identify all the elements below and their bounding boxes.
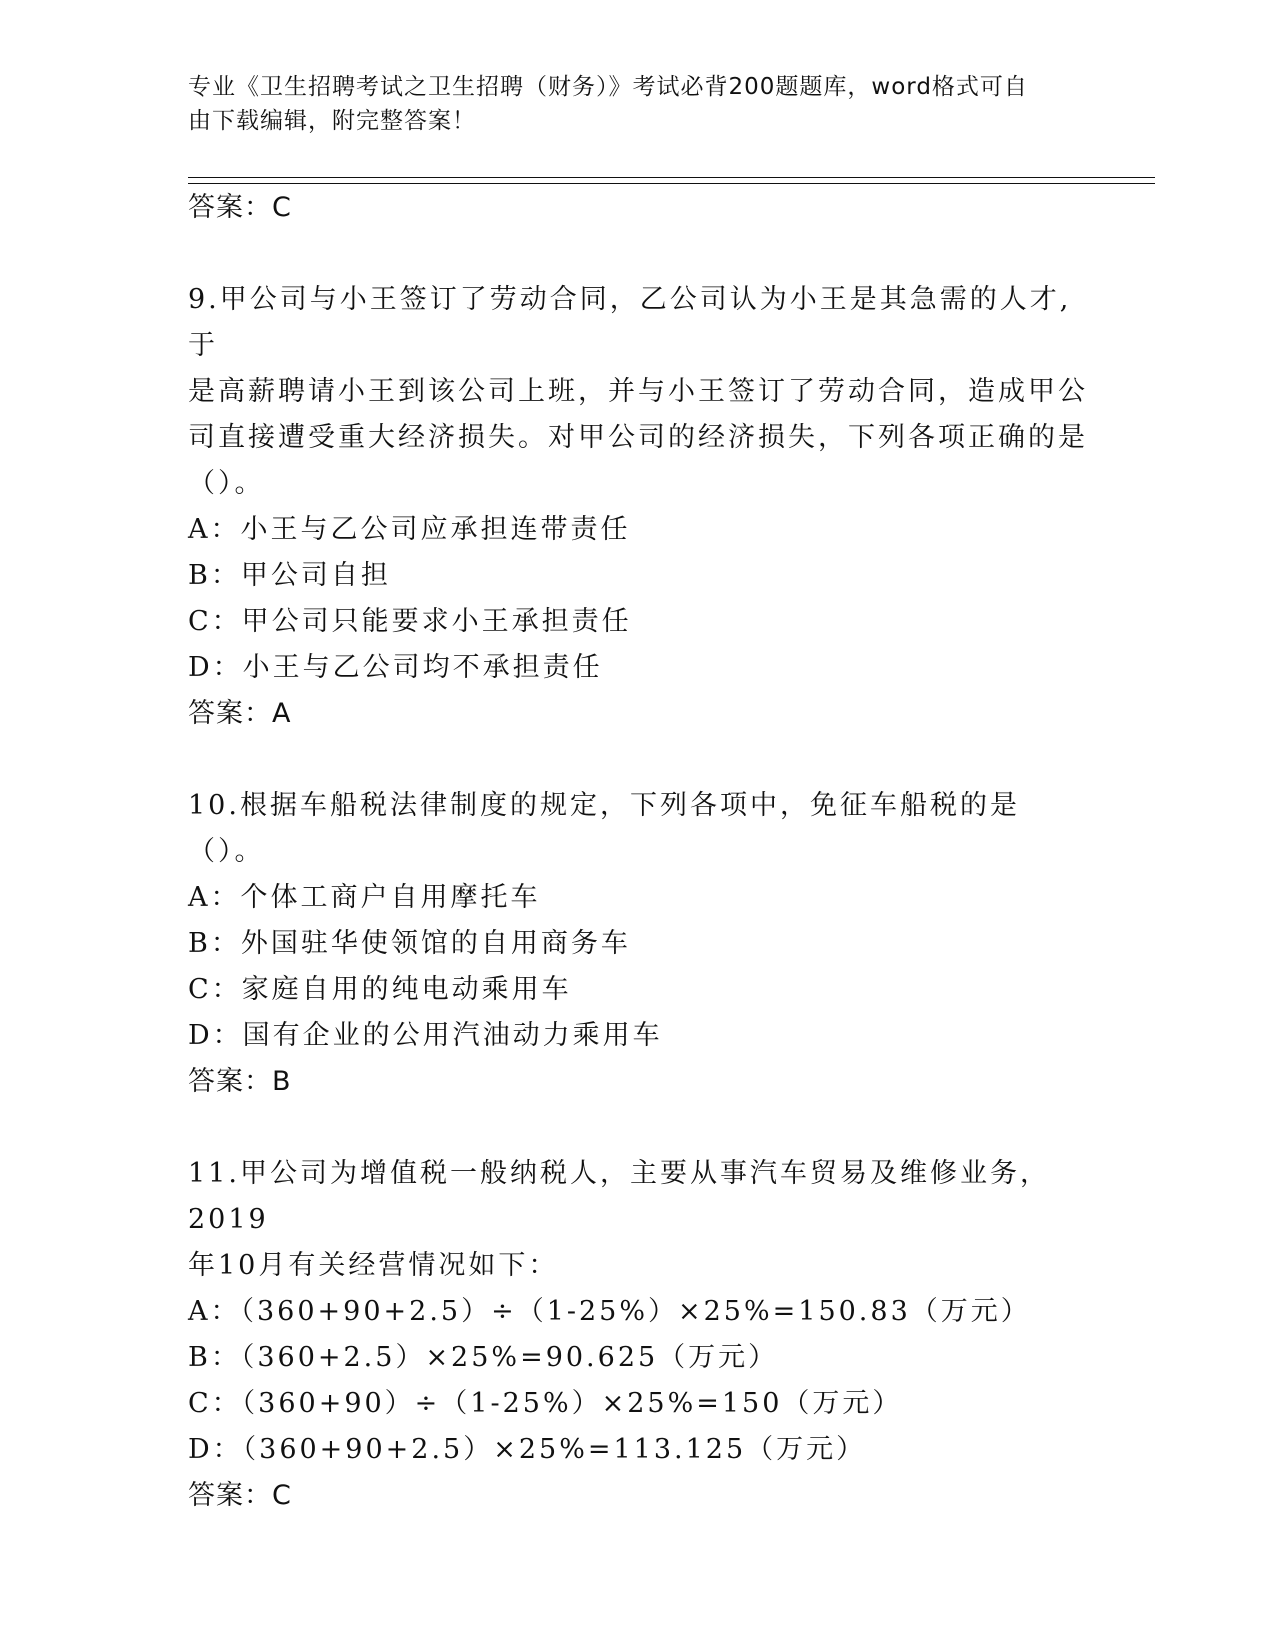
option-a: A：小王与乙公司应承担连带责任 [188, 514, 631, 545]
question-10-text [188, 783, 1088, 875]
option-a: A：个体工商户自用摩托车 [188, 882, 541, 913]
header-line-1: 专业《卫生招聘考试之卫生招聘（财务）》考试必背200题题库，word格式可自 [188, 74, 1028, 100]
option-d: D：国有企业的公用汽油动力乘用车 [188, 1020, 663, 1051]
spacer [188, 1105, 1088, 1151]
question-11-text [188, 1151, 1088, 1289]
question-9-text [188, 277, 1088, 507]
header-rule-top [188, 177, 1155, 178]
option-b: B：（360+2.5）×25%=90.625（万元） [188, 1342, 779, 1373]
option-b: B：甲公司自担 [188, 560, 391, 591]
document-header [188, 70, 1068, 138]
header-line-2: 由下载编辑，附完整答案！ [188, 108, 476, 134]
option-c: C：（360+90）÷（1-25%）×25%=150（万元） [188, 1388, 903, 1419]
answer-prev: 答案：C [188, 192, 292, 223]
option-c: C：甲公司只能要求小王承担责任 [188, 606, 632, 637]
option-c: C：家庭自用的纯电动乘用车 [188, 974, 572, 1005]
question-11 [188, 1151, 1088, 1519]
header-rule-bottom [188, 183, 1155, 184]
answer: 答案：B [188, 1066, 292, 1097]
question-text-line: 10.根据车船税法律制度的规定，下列各项中，免征车船税的是（）。 [188, 790, 1020, 867]
question-text-line: 11.甲公司为增值税一般纳税人，主要从事汽车贸易及维修业务，2019 [188, 1158, 1050, 1235]
option-b: B：外国驻华使领馆的自用商务车 [188, 928, 631, 959]
spacer [188, 231, 1088, 277]
question-9 [188, 277, 1088, 737]
question-text-line: 司直接遭受重大经济损失。对甲公司的经济损失，下列各项正确的是 [188, 422, 1088, 453]
answer: 答案：C [188, 1480, 292, 1511]
option-d: D：（360+90+2.5）×25%=113.125（万元） [188, 1434, 867, 1465]
question-text-line: （）。 [188, 468, 265, 499]
question-text-line: 9.甲公司与小王签订了劳动合同，乙公司认为小王是其急需的人才,于 [188, 284, 1072, 361]
document-body [188, 185, 1088, 1519]
question-10 [188, 783, 1088, 1105]
spacer [188, 737, 1088, 783]
question-text-line: 是高薪聘请小王到该公司上班，并与小王签订了劳动合同，造成甲公 [188, 376, 1088, 407]
option-a: A：（360+90+2.5）÷（1-25%）×25%=150.83（万元） [188, 1296, 1031, 1327]
option-d: D：小王与乙公司均不承担责任 [188, 652, 603, 683]
answer: 答案：A [188, 698, 292, 729]
question-text-line: 年10月有关经营情况如下： [188, 1250, 559, 1281]
